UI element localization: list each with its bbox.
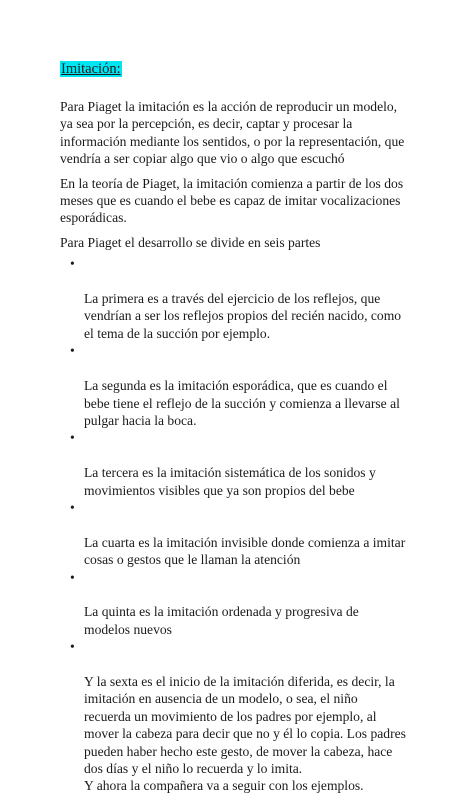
list-item [60, 499, 432, 569]
stages-list [60, 255, 432, 795]
bullet-icon: • [70, 430, 75, 446]
list-item [60, 429, 432, 499]
list-item [60, 255, 432, 342]
list-item-text: Y la sexta es el inicio de la imitación diferida, es decir, la imitación en ausencia de un modelo, o sea, el niño recuerda un movimiento de los padres por ejemplo, al mover la cabeza para decir que no y él lo copia. Los padres pueden haber hecho este gesto, de mover la cabeza, hace dos días y el niño lo recuerda y lo imita. Y ahora la compañera va a seguir con los ejemplos. [84, 674, 406, 794]
list-item-text: La primera es a través del ejercicio de los reflejos, que vendrían a ser los reflejos propios del recién nacido, como el tema de la succión por ejemplo. [84, 291, 402, 341]
section-heading [60, 60, 122, 78]
list-item [60, 342, 432, 429]
heading-highlight: Imitación: [61, 61, 121, 77]
paragraph-definition: Para Piaget la imitación es la acción de reproducir un modelo, ya sea por la percepción, es decir, captar y procesar la información mediante los sentidos, o por la representación, que vendría a ser copiar algo que vio o algo que escuchó [60, 99, 405, 167]
paragraph-theory: En la teoría de Piaget, la imitación comienza a partir de los dos meses que es cuando el bebe es capaz de imitar vocalizaciones esporádicas. [60, 175, 404, 226]
paragraph-intro-list: Para Piaget el desarrollo se divide en seis partes [60, 234, 321, 250]
bullet-icon: • [70, 639, 75, 655]
list-item-text: La quinta es la imitación ordenada y progresiva de modelos nuevos [84, 604, 359, 637]
list-item [60, 569, 432, 639]
document-body [60, 98, 432, 795]
bullet-icon: • [70, 343, 75, 359]
bullet-icon: • [70, 256, 75, 272]
list-item-text: La segunda es la imitación esporádica, que es cuando el bebe tiene el reflejo de la succión y comienza a llevarse al pulgar hacia la boca. [84, 378, 400, 428]
bullet-icon: • [70, 569, 75, 585]
list-item-text: La tercera es la imitación sistemática de los sonidos y movimientos visibles que ya son propios del bebe [84, 465, 376, 498]
list-item-text: La cuarta es la imitación invisible donde comienza a imitar cosas o gestos que le llaman la atención [84, 534, 406, 568]
list-item [60, 638, 432, 795]
bullet-icon: • [70, 499, 75, 515]
